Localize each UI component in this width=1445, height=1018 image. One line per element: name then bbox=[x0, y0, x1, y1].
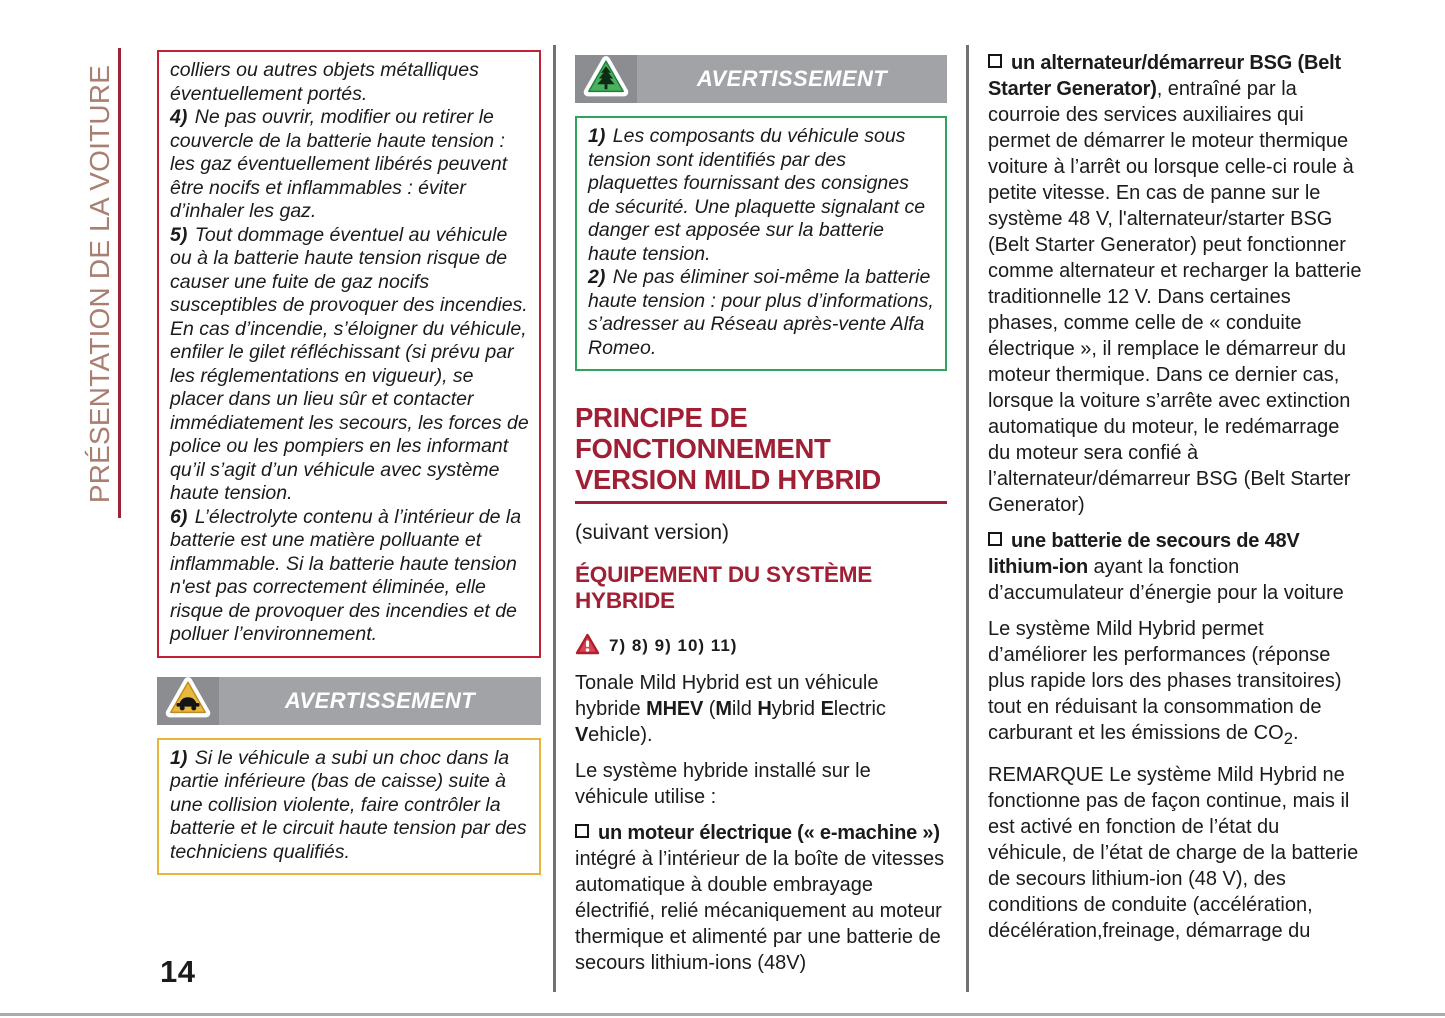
car-warning-triangle-icon bbox=[165, 676, 211, 725]
warning-header-label: AVERTISSEMENT bbox=[696, 66, 888, 91]
checkbox-bullet-icon bbox=[988, 532, 1002, 546]
info-note-box bbox=[575, 116, 947, 371]
note-number: 5) bbox=[170, 223, 188, 246]
checkbox-bullet-icon bbox=[988, 54, 1002, 68]
sidebar-rule bbox=[118, 48, 121, 518]
paragraph-remarque: REMARQUE Le système Mild Hybrid ne fonctionne pas de façon continue, mais il est activé en fonction de l’état du véhicule, de l’état de charge de la batterie de secours lithium-ion (48 V), des conditions de conduite (accélération, décélération,freinage, démarrage du bbox=[988, 764, 1359, 942]
section-title-rule bbox=[575, 501, 947, 504]
footnote-refs: 7) 8) 9) 10) 11) bbox=[609, 636, 738, 656]
note-number: 6) bbox=[170, 505, 188, 528]
note-text: Les composants du véhicule sous tension sont identifiés par des plaquettes fournissant des consignes de sécurité. Une plaquette signalant ce danger est apposée sur la batterie haute tension. bbox=[588, 125, 926, 265]
red-warning-triangle-icon bbox=[575, 633, 600, 660]
column-1 bbox=[157, 50, 541, 875]
pine-tree-warning-triangle-icon bbox=[583, 55, 629, 104]
warning-header-bar bbox=[637, 55, 947, 103]
warning-icon-box bbox=[157, 677, 219, 725]
note-text: Tout dommage éventuel au véhicule ou à la batterie haute tension risque de causer une fuite de gaz nocifs susceptibles de provoquer des incendies. En cas d’incendie, s’éloigner du véhicule, enfiler le gilet réfléchissant (si prévu par les réglementations en vigueur), se placer dans un lieu sûr et contacter immédiatement les secours, les forces de police ou les pompiers en les informant qu’il s’agit d’un véhicule avec système haute tension. bbox=[170, 223, 529, 504]
note-text: Ne pas éliminer soi-même la batterie haute tension : pour plus d’informations, s’adresser au Réseau après-vente Alfa Romeo. bbox=[588, 266, 934, 359]
bullet-text: une batterie de secours de 48V lithium-ion ayant la fonction d’accumulateur d’énergie pour la voiture bbox=[988, 530, 1344, 604]
checkbox-bullet-icon bbox=[575, 824, 589, 838]
footnote-refs-row bbox=[575, 633, 947, 660]
note-number: 1) bbox=[170, 746, 188, 769]
danger-note-item bbox=[170, 224, 529, 506]
bullet-48v-battery bbox=[988, 528, 1362, 606]
chapter-title-vertical: PRÉSENTATION DE LA VOITURE bbox=[84, 64, 115, 504]
warning-header-bar bbox=[219, 677, 541, 725]
sub-heading: ÉQUIPEMENT DU SYSTÈME HYBRIDE bbox=[575, 562, 873, 613]
column-2 bbox=[575, 55, 947, 976]
paragraph-tonale: Tonale Mild Hybrid est un véhicule hybride MHEV (Mild Hybrid Electric Vehicle). bbox=[575, 671, 886, 746]
info-note-item bbox=[588, 125, 935, 266]
danger-note-item bbox=[170, 506, 529, 647]
paragraph-systeme: Le système hybride installé sur le véhicule utilise : bbox=[575, 759, 871, 808]
bullet-electric-motor bbox=[575, 820, 947, 976]
avertissement-header bbox=[157, 677, 541, 725]
caution-note-item bbox=[170, 747, 529, 865]
page-number: 14 bbox=[160, 954, 196, 989]
bullet-text: un moteur électrique (« e-machine ») intégré à l’intérieur de la boîte de vitesses automatique à double embrayage électrifié, relié mécaniquement au moteur thermique et alimenté par une batterie de secours lithium-ions (48V) bbox=[575, 821, 945, 974]
info-note-item bbox=[588, 266, 935, 360]
note-text: Si le véhicule a subi un choc dans la partie inférieure (bas de caisse) suite à une collision violente, faire contrôler la batterie et le circuit haute tension par des techniciens qualifiés. bbox=[170, 746, 527, 863]
note-number: 2) bbox=[588, 266, 606, 288]
danger-note-box bbox=[157, 50, 541, 658]
paragraph-benefits: Le système Mild Hybrid permet d’améliorer les performances (réponse plus rapide lors des phases transitoires) tout en réduisant la consommation de carburant et les émissions de $CO_2$. bbox=[988, 618, 1342, 748]
warning-icon-box bbox=[575, 55, 637, 103]
note-number: 4) bbox=[170, 106, 188, 128]
column-divider bbox=[553, 45, 556, 992]
section-subtitle: (suivant version) bbox=[575, 521, 730, 544]
danger-note-intro: colliers ou autres objets métalliques éventuellement portés. bbox=[170, 59, 479, 105]
page-bottom-rule bbox=[0, 1013, 1445, 1016]
note-number: 1) bbox=[588, 125, 606, 147]
danger-note-item bbox=[170, 106, 529, 224]
note-text: L’électrolyte contenu à l’intérieur de la batterie est une matière polluante et inflammable. Si la batterie haute tension n'est pas correctement éliminée, elle risque de provoquer des incendies et de polluer l’environnement. bbox=[170, 505, 522, 645]
column-3 bbox=[988, 50, 1362, 944]
bullet-text: un alternateur/démarreur BSG (Belt Starter Generator), entraîné par la courroie des services auxiliaires qui permet de démarrer le moteur thermique voiture à l’arrêt ou lorsque celle-ci roule à petite vitesse. En cas de panne sur le système 48 V, l'alternateur/starter BSG (Belt Starter Generator) peut fonctionner comme alternateur et recharger la batterie traditionnelle 12 V. Dans certaines phases, comme celle de « conduite électrique », il remplace le démarreur du moteur thermique. Dans ce dernier cas, lorsque la voiture s’arrête avec extinction automatique du moteur, le redémarrage du moteur sera confié à l’alternateur/démarreur BSG (Belt Starter Generator) bbox=[988, 52, 1362, 516]
section-title: PRINCIPE DE FONCTIONNEMENT VERSION MILD HYBRID bbox=[575, 402, 881, 495]
warning-header-label: AVERTISSEMENT bbox=[284, 687, 476, 713]
avertissement-header bbox=[575, 55, 947, 103]
caution-note-box bbox=[157, 738, 541, 876]
column-divider bbox=[966, 45, 969, 992]
bullet-bsg-alternator bbox=[988, 50, 1362, 518]
note-text: Ne pas ouvrir, modifier ou retirer le couvercle de la batterie haute tension : les gaz éventuellement libérés peuvent être nocifs et inflammables : éviter d’inhaler les gaz. bbox=[170, 106, 508, 222]
